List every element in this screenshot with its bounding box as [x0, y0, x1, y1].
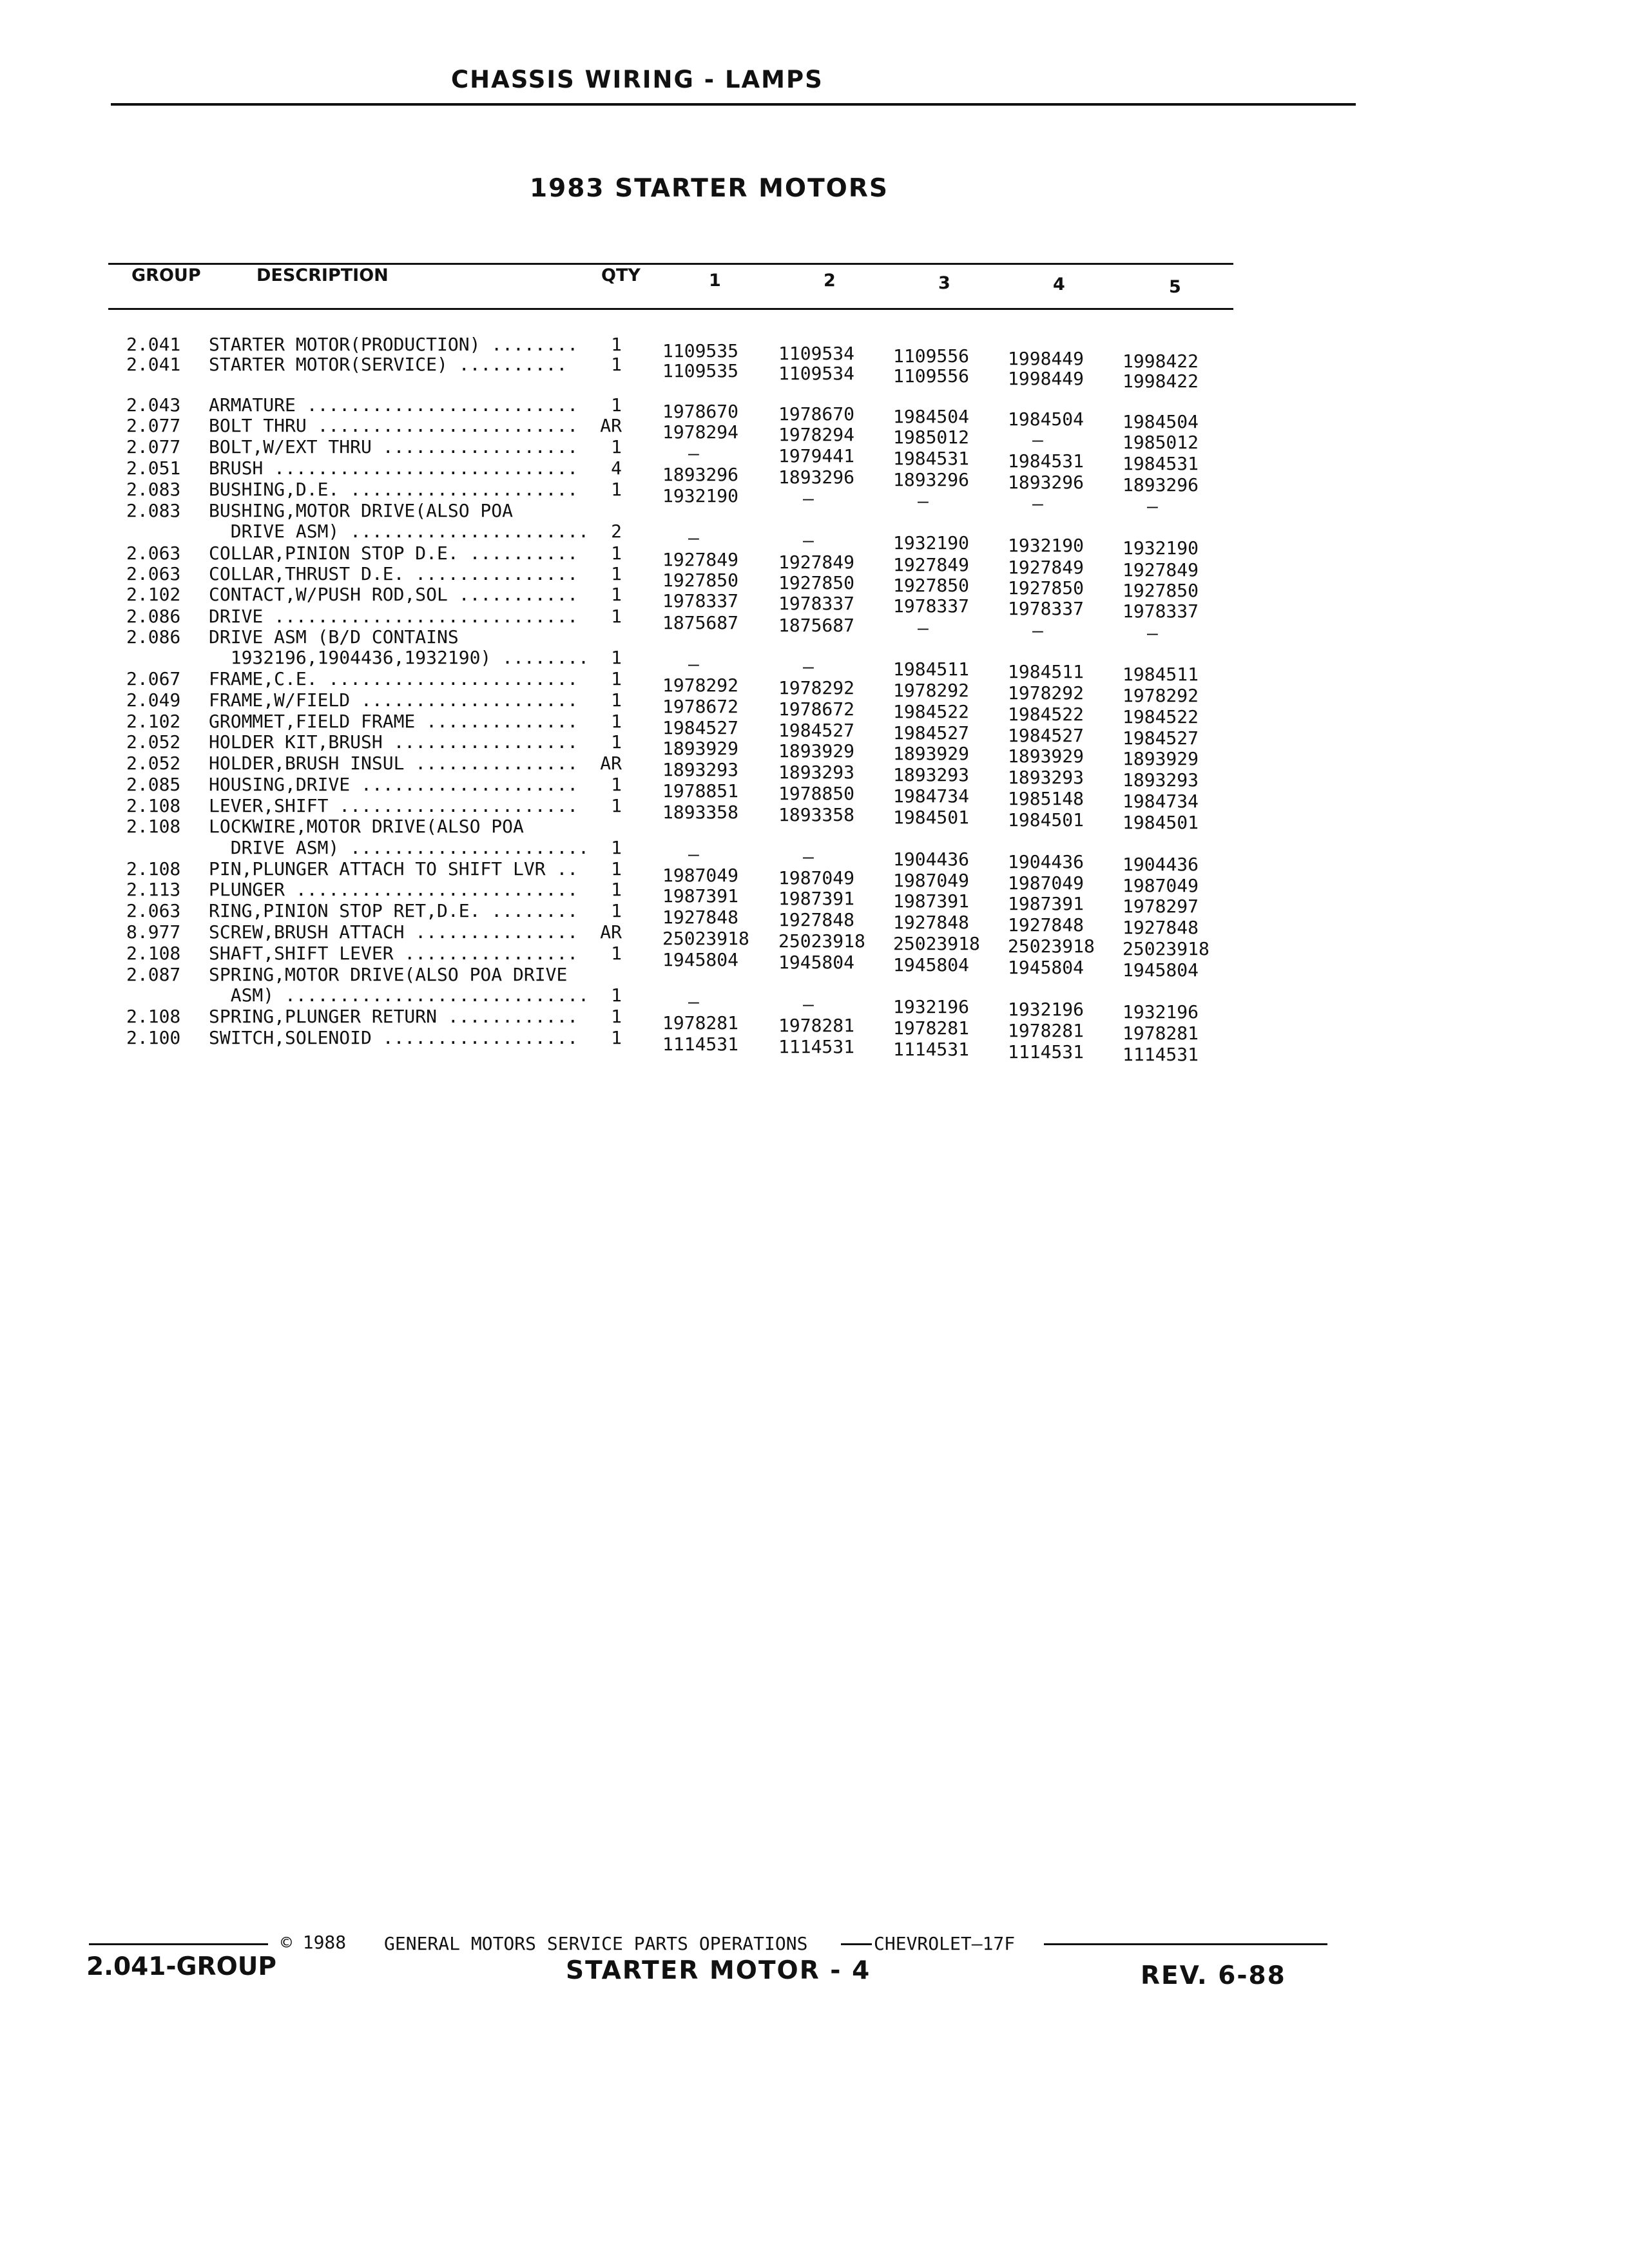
- part-description: SHAFT,SHIFT LEVER ................: [209, 943, 579, 964]
- group-code: 2.086: [126, 606, 181, 627]
- part-number-col-5: 1984522: [1123, 706, 1199, 727]
- column-header-qty: QTY: [601, 265, 641, 285]
- part-number-col-1: 25023918: [662, 928, 749, 949]
- part-number-col-1: 1978851: [662, 780, 739, 802]
- part-number-col-5: 1978337: [1123, 601, 1199, 622]
- part-number-col-3: 1945804: [893, 954, 970, 975]
- part-number-col-1: 1893929: [662, 738, 739, 759]
- part-description: RING,PINION STOP RET,D.E. ........: [209, 900, 579, 921]
- column-header-description: DESCRIPTION: [256, 265, 389, 285]
- part-number-col-3: 1984522: [893, 701, 970, 722]
- part-number-col-4: 1984531: [1008, 450, 1084, 472]
- part-qty: 1: [611, 1027, 622, 1048]
- part-number-col-2: 1109534: [778, 343, 855, 364]
- part-description: DRIVE ASM) ......................: [209, 837, 590, 858]
- group-code: 2.085: [126, 774, 181, 795]
- part-number-col-4: 1904436: [1008, 851, 1084, 872]
- part-description: LOCKWIRE,MOTOR DRIVE(ALSO POA: [209, 816, 524, 837]
- part-qty: 1: [611, 858, 622, 879]
- part-description: FRAME,W/FIELD ....................: [209, 689, 579, 711]
- group-code: 2.086: [126, 626, 181, 648]
- part-number-col-1: 1893293: [662, 759, 739, 780]
- part-number-col-2: —: [803, 530, 814, 551]
- group-code: 2.041: [126, 334, 181, 355]
- part-number-col-4: 1984511: [1008, 661, 1084, 682]
- part-number-col-5: 1985012: [1123, 432, 1199, 453]
- footer-rule: [841, 1943, 872, 1945]
- group-code: 2.043: [126, 394, 181, 416]
- group-code: 2.083: [126, 500, 181, 521]
- table-row: [0, 1027, 1629, 1065]
- part-qty: 1: [611, 606, 622, 627]
- group-code: 2.108: [126, 858, 181, 879]
- part-description: COLLAR,THRUST D.E. ...............: [209, 563, 579, 584]
- part-number-col-2: 1893929: [778, 740, 855, 762]
- part-number-col-1: 1945804: [662, 949, 739, 970]
- group-code: 2.052: [126, 753, 181, 774]
- part-description: BRUSH ............................: [209, 457, 579, 479]
- part-description: HOLDER KIT,BRUSH .................: [209, 731, 579, 753]
- part-description: COLLAR,PINION STOP D.E. ..........: [209, 543, 579, 564]
- part-number-col-5: 1984504: [1123, 411, 1199, 432]
- group-code: 2.102: [126, 584, 181, 605]
- part-number-col-5: 1978281: [1123, 1023, 1199, 1044]
- part-qty: 1: [611, 647, 622, 668]
- part-qty: AR: [600, 921, 622, 943]
- part-number-col-4: 1927849: [1008, 557, 1084, 578]
- part-number-col-4: 1893293: [1008, 767, 1084, 788]
- part-number-col-4: 1985148: [1008, 788, 1084, 809]
- part-number-col-3: 1987391: [893, 890, 970, 912]
- group-code: 2.087: [126, 964, 181, 985]
- group-code: 2.108: [126, 795, 181, 816]
- part-number-col-2: 1978337: [778, 593, 855, 614]
- group-code: 2.041: [126, 354, 181, 375]
- group-code: 2.108: [126, 1006, 181, 1027]
- group-code: 2.077: [126, 415, 181, 436]
- part-number-col-1: 1109535: [662, 340, 739, 361]
- part-number-col-4: 1932190: [1008, 535, 1084, 556]
- part-description: BUSHING,D.E. .....................: [209, 479, 579, 500]
- part-number-col-3: —: [918, 490, 929, 512]
- part-qty: 1: [611, 837, 622, 858]
- part-number-col-2: 1109534: [778, 363, 855, 384]
- part-number-col-4: 1927850: [1008, 577, 1084, 599]
- part-number-col-2: 1987049: [778, 867, 855, 889]
- part-number-col-2: 1927849: [778, 552, 855, 573]
- part-description: BOLT,W/EXT THRU ..................: [209, 436, 579, 457]
- part-number-col-5: 1998422: [1123, 351, 1199, 372]
- part-number-col-2: 1987391: [778, 888, 855, 909]
- part-number-col-1: 1978294: [662, 421, 739, 443]
- part-description: DRIVE ASM (B/D CONTAINS: [209, 626, 459, 648]
- part-number-col-3: 1109556: [893, 365, 970, 387]
- part-number-col-3: 1984501: [893, 807, 970, 828]
- part-number-col-1: 1978672: [662, 696, 739, 717]
- part-qty: 1: [611, 879, 622, 900]
- part-number-col-1: 1978670: [662, 401, 739, 422]
- part-number-col-3: 1984511: [893, 658, 970, 680]
- part-number-col-4: 1927848: [1008, 914, 1084, 936]
- part-description: SWITCH,SOLENOID ..................: [209, 1027, 579, 1048]
- part-number-col-5: 1114531: [1123, 1044, 1199, 1065]
- part-number-col-3: 1978281: [893, 1017, 970, 1039]
- part-number-col-3: 1984734: [893, 785, 970, 807]
- part-number-col-4: 1978292: [1008, 682, 1084, 704]
- part-number-col-5: 1984734: [1123, 791, 1199, 812]
- part-number-col-1: 1984527: [662, 717, 739, 738]
- part-description: PLUNGER ..........................: [209, 879, 579, 900]
- part-qty: 1: [611, 711, 622, 732]
- part-description: SCREW,BRUSH ATTACH ...............: [209, 921, 579, 943]
- part-qty: 1: [611, 543, 622, 564]
- group-code: 2.067: [126, 668, 181, 689]
- part-description: DRIVE ............................: [209, 606, 579, 627]
- part-number-col-1: —: [688, 443, 699, 464]
- part-number-col-3: —: [918, 617, 929, 639]
- part-number-col-2: 1893293: [778, 762, 855, 783]
- part-description: BUSHING,MOTOR DRIVE(ALSO POA: [209, 500, 514, 521]
- part-number-col-2: —: [803, 488, 814, 509]
- part-description: STARTER MOTOR(PRODUCTION) ........: [209, 334, 579, 355]
- part-number-col-4: 1984527: [1008, 725, 1084, 746]
- part-qty: 1: [611, 731, 622, 753]
- part-description: ARMATURE .........................: [209, 394, 579, 416]
- footer-group-label: 2.041-GROUP: [86, 1952, 276, 1981]
- part-number-col-3: 1893929: [893, 743, 970, 764]
- part-number-col-5: 1984527: [1123, 727, 1199, 749]
- part-qty: 4: [611, 457, 622, 479]
- part-number-col-2: 1114531: [778, 1036, 855, 1057]
- part-number-col-5: 1998422: [1123, 370, 1199, 392]
- part-number-col-3: 1987049: [893, 870, 970, 891]
- part-number-col-3: 1985012: [893, 427, 970, 448]
- part-number-col-1: —: [688, 843, 699, 865]
- part-number-col-1: —: [688, 527, 699, 548]
- part-number-col-2: —: [803, 656, 814, 677]
- part-number-col-3: 1927848: [893, 912, 970, 933]
- part-qty: 1: [611, 900, 622, 921]
- part-number-col-1: 1987049: [662, 865, 739, 886]
- table-row: [0, 816, 1629, 837]
- part-number-col-4: —: [1032, 620, 1043, 641]
- part-number-col-3: 1114531: [893, 1039, 970, 1060]
- part-qty: AR: [600, 415, 622, 436]
- part-number-col-4: 1114531: [1008, 1041, 1084, 1062]
- part-number-col-1: 1927848: [662, 907, 739, 928]
- group-code: 2.063: [126, 543, 181, 564]
- column-header-1: 1: [709, 271, 721, 291]
- part-number-col-3: 1978337: [893, 595, 970, 617]
- part-number-col-3: 1893293: [893, 764, 970, 785]
- part-qty: 1: [611, 334, 622, 355]
- part-qty: AR: [600, 753, 622, 774]
- part-number-col-5: —: [1147, 495, 1158, 517]
- part-number-col-4: 25023918: [1008, 936, 1095, 957]
- part-number-col-2: 1978670: [778, 403, 855, 425]
- table-row: [0, 500, 1629, 521]
- part-number-col-4: 1987391: [1008, 893, 1084, 914]
- group-code: 2.077: [126, 436, 181, 457]
- part-number-col-5: 1945804: [1123, 959, 1199, 981]
- part-number-col-1: 1875687: [662, 612, 739, 633]
- part-description: SPRING,MOTOR DRIVE(ALSO POA DRIVE: [209, 964, 568, 985]
- part-number-col-1: 1927849: [662, 549, 739, 570]
- footer-copyright: © 1988: [281, 1932, 347, 1953]
- part-number-col-5: 1978292: [1123, 685, 1199, 706]
- page-header-title: CHASSIS WIRING - LAMPS: [451, 66, 824, 93]
- part-number-col-1: 1978292: [662, 675, 739, 696]
- part-number-col-1: —: [688, 991, 699, 1012]
- part-number-col-5: 1893929: [1123, 748, 1199, 769]
- part-number-col-5: 1932196: [1123, 1001, 1199, 1023]
- part-number-col-4: 1893296: [1008, 472, 1084, 493]
- part-qty: 1: [611, 774, 622, 795]
- part-number-col-1: 1987391: [662, 885, 739, 907]
- group-code: 2.113: [126, 879, 181, 900]
- part-number-col-4: 1984501: [1008, 809, 1084, 831]
- footer-make: CHEVROLET—17F: [874, 1933, 1016, 1954]
- footer-rule: [1044, 1943, 1327, 1945]
- column-header-3: 3: [938, 273, 950, 293]
- column-header-group: GROUP: [131, 265, 201, 285]
- part-qty: 1: [611, 1006, 622, 1027]
- part-description: LEVER,SHIFT ......................: [209, 795, 579, 816]
- part-description: DRIVE ASM) ......................: [209, 521, 590, 542]
- part-number-col-4: 1978337: [1008, 598, 1084, 619]
- part-qty: 1: [611, 795, 622, 816]
- part-qty: 1: [611, 584, 622, 605]
- part-description: HOLDER,BRUSH INSUL ...............: [209, 753, 579, 774]
- part-number-col-1: 1109535: [662, 360, 739, 381]
- column-header-4: 4: [1053, 274, 1065, 294]
- part-number-col-2: 1945804: [778, 952, 855, 973]
- part-number-col-5: 1927850: [1123, 580, 1199, 601]
- part-number-col-1: 1978337: [662, 590, 739, 611]
- part-number-col-4: 1998449: [1008, 368, 1084, 389]
- part-qty: 2: [611, 521, 622, 542]
- part-number-col-4: 1998449: [1008, 348, 1084, 369]
- part-number-col-2: —: [803, 994, 814, 1015]
- part-number-col-5: 1984531: [1123, 453, 1199, 474]
- part-qty: 1: [611, 689, 622, 711]
- table-row: [0, 626, 1629, 648]
- group-code: 2.063: [126, 563, 181, 584]
- group-code: 2.083: [126, 479, 181, 500]
- part-number-col-2: 1893296: [778, 466, 855, 488]
- part-number-col-4: 1984504: [1008, 408, 1084, 430]
- part-description: ASM) ............................: [209, 985, 590, 1006]
- part-number-col-3: 1927850: [893, 575, 970, 596]
- part-number-col-2: 1978292: [778, 677, 855, 698]
- footer-revision: REV. 6-88: [1141, 1961, 1286, 1990]
- part-number-col-2: 1927850: [778, 572, 855, 593]
- group-code: 8.977: [126, 921, 181, 943]
- group-code: 2.052: [126, 731, 181, 753]
- column-header-5: 5: [1169, 277, 1181, 297]
- group-code: 2.100: [126, 1027, 181, 1048]
- part-number-col-4: 1945804: [1008, 957, 1084, 978]
- footer-publisher: GENERAL MOTORS SERVICE PARTS OPERATIONS: [384, 1933, 808, 1954]
- part-description: SPRING,PLUNGER RETURN ............: [209, 1006, 579, 1027]
- part-qty: 1: [611, 394, 622, 416]
- column-header-2: 2: [824, 271, 836, 291]
- part-number-col-2: 1984527: [778, 720, 855, 741]
- table-row: [0, 964, 1629, 985]
- table-top-rule: [108, 263, 1233, 265]
- part-number-col-5: 25023918: [1123, 938, 1210, 959]
- part-number-col-5: 1984511: [1123, 664, 1199, 685]
- group-code: 2.108: [126, 816, 181, 837]
- part-number-col-5: 1932190: [1123, 537, 1199, 559]
- part-number-col-3: 1893296: [893, 469, 970, 490]
- part-number-col-2: 1875687: [778, 615, 855, 636]
- part-description: FRAME,C.E. .......................: [209, 668, 579, 689]
- part-number-col-1: 1932190: [662, 485, 739, 506]
- part-number-col-2: 1893358: [778, 804, 855, 825]
- part-qty: 1: [611, 563, 622, 584]
- part-qty: 1: [611, 943, 622, 964]
- part-number-col-2: 1978294: [778, 424, 855, 445]
- part-description: HOUSING,DRIVE ....................: [209, 774, 579, 795]
- part-number-col-5: 1893293: [1123, 769, 1199, 791]
- part-number-col-2: 1979441: [778, 445, 855, 466]
- part-number-col-1: 1978281: [662, 1012, 739, 1033]
- part-number-col-5: 1893296: [1123, 474, 1199, 495]
- part-number-col-4: 1893929: [1008, 745, 1084, 767]
- part-description: CONTACT,W/PUSH ROD,SOL ...........: [209, 584, 579, 605]
- group-code: 2.063: [126, 900, 181, 921]
- part-qty: 1: [611, 479, 622, 500]
- part-qty: 1: [611, 985, 622, 1006]
- part-number-col-3: 1984531: [893, 448, 970, 469]
- footer-page-title: STARTER MOTOR - 4: [566, 1956, 871, 1985]
- part-number-col-3: 1978292: [893, 680, 970, 701]
- part-number-col-2: 1978281: [778, 1015, 855, 1036]
- part-number-col-2: 25023918: [778, 930, 865, 952]
- part-number-col-2: —: [803, 846, 814, 867]
- part-number-col-2: 1927848: [778, 909, 855, 930]
- part-number-col-4: 1978281: [1008, 1020, 1084, 1041]
- table-row: [0, 354, 1629, 392]
- part-description: PIN,PLUNGER ATTACH TO SHIFT LVR ..: [209, 858, 579, 879]
- part-number-col-4: 1987049: [1008, 872, 1084, 894]
- part-description: STARTER MOTOR(SERVICE) ..........: [209, 354, 568, 375]
- footer-rule: [89, 1943, 268, 1945]
- part-number-col-5: 1927849: [1123, 559, 1199, 581]
- section-title: 1983 STARTER MOTORS: [530, 174, 889, 203]
- part-number-col-4: —: [1032, 493, 1043, 514]
- table-header-rule: [108, 308, 1233, 310]
- part-qty: 1: [611, 354, 622, 375]
- part-qty: 1: [611, 668, 622, 689]
- part-number-col-3: 1984527: [893, 722, 970, 744]
- part-number-col-1: 1927850: [662, 570, 739, 591]
- part-description: BOLT THRU ........................: [209, 415, 579, 436]
- part-number-col-3: 1932190: [893, 532, 970, 553]
- part-description: 1932196,1904436,1932190) ........: [209, 647, 590, 668]
- part-number-col-3: 1904436: [893, 849, 970, 870]
- group-code: 2.049: [126, 689, 181, 711]
- part-number-col-1: 1114531: [662, 1033, 739, 1055]
- part-number-col-3: 1984504: [893, 406, 970, 427]
- group-code: 2.051: [126, 457, 181, 479]
- part-number-col-3: 1927849: [893, 554, 970, 575]
- part-description: GROMMET,FIELD FRAME ..............: [209, 711, 579, 732]
- part-number-col-5: 1984501: [1123, 812, 1199, 833]
- part-number-col-5: 1978297: [1123, 896, 1199, 917]
- part-number-col-1: —: [688, 653, 699, 675]
- part-number-col-5: —: [1147, 622, 1158, 644]
- group-code: 2.108: [126, 943, 181, 964]
- part-number-col-2: 1978850: [778, 783, 855, 804]
- part-number-col-5: 1927848: [1123, 917, 1199, 938]
- part-number-col-4: 1932196: [1008, 999, 1084, 1020]
- part-number-col-3: 25023918: [893, 933, 980, 954]
- part-number-col-4: —: [1032, 429, 1043, 450]
- part-number-col-1: 1893358: [662, 802, 739, 823]
- part-number-col-2: 1978672: [778, 698, 855, 720]
- header-rule: [111, 103, 1356, 106]
- part-number-col-1: 1893296: [662, 464, 739, 485]
- part-number-col-5: 1904436: [1123, 854, 1199, 875]
- part-number-col-4: 1984522: [1008, 704, 1084, 725]
- part-number-col-3: 1109556: [893, 345, 970, 367]
- part-number-col-5: 1987049: [1123, 875, 1199, 896]
- part-number-col-3: 1932196: [893, 996, 970, 1017]
- group-code: 2.102: [126, 711, 181, 732]
- part-qty: 1: [611, 436, 622, 457]
